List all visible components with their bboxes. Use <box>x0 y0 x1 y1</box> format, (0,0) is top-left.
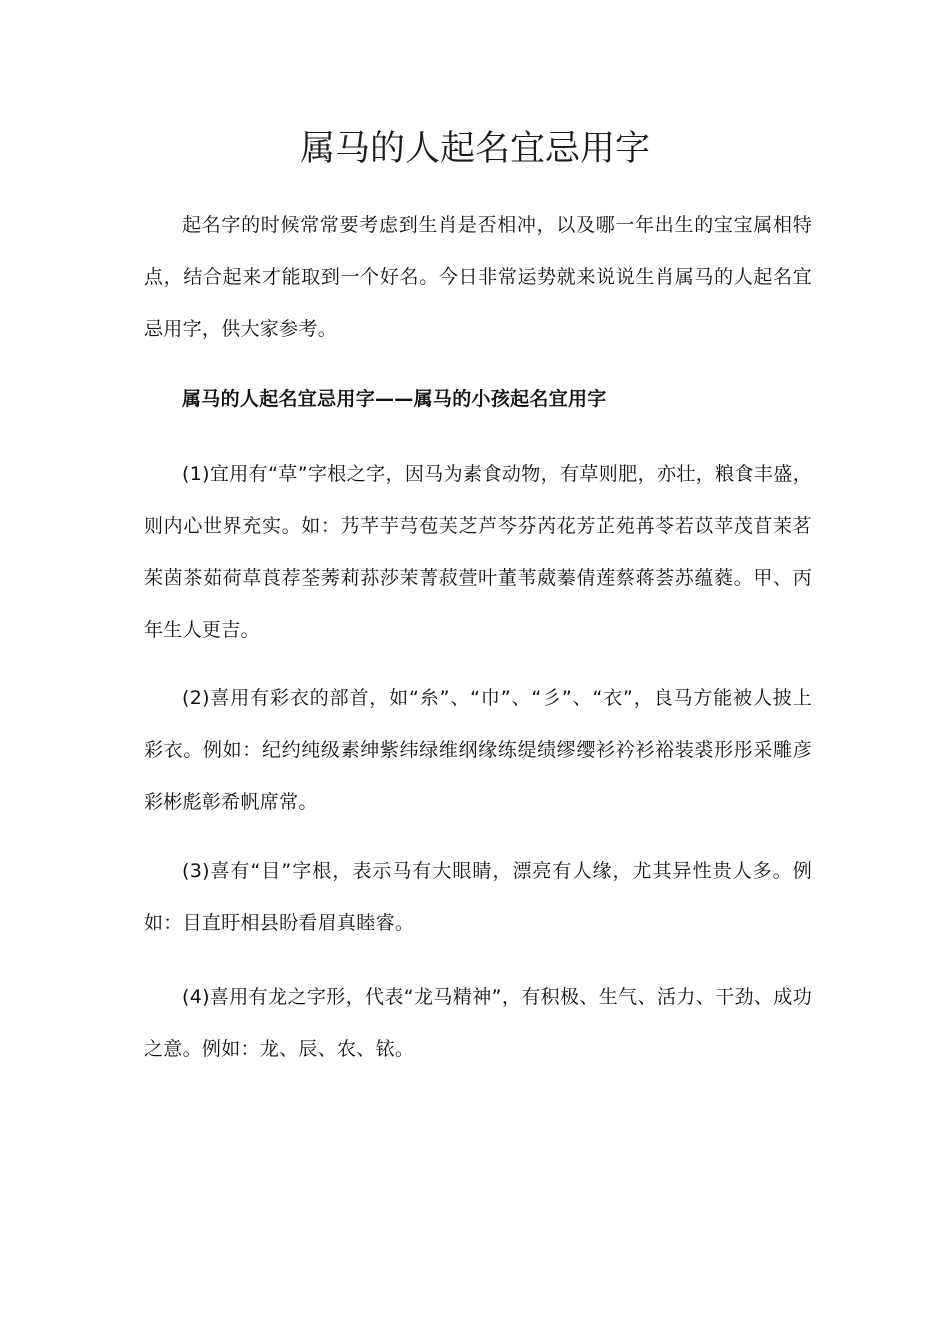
list-item: (4)喜用有龙之字形，代表“龙马精神”，有积极、生气、活力、干劲、成功之意。例如：龙、辰、农、铱。 <box>144 986 812 1060</box>
section-heading: 属马的人起名宜忌用字——属马的小孩起名宜用字 <box>182 388 607 410</box>
intro-paragraph: 起名字的时候常常要考虑到生肖是否相冲，以及哪一年出生的宝宝属相特点，结合起来才能取到一个好名。今日非常运势就来说说生肖属马的人起名宜忌用字，供大家参考。 <box>144 214 812 340</box>
list-item: (2)喜用有彩衣的部首，如“糸”、“巾”、“彡”、“衣”，良马方能被人披上彩衣。例如：纪约纯级素绅紫纬绿维纲缘练缇绩缪缨衫衿衫裕装裘形彤采雕彦彩彬彪彰希帆席常。 <box>144 687 812 813</box>
list-item: (3)喜有“目”字根，表示马有大眼睛，漂亮有人缘，尤其异性贵人多。例如：目直盱相县盼看眉真睦睿。 <box>144 860 812 934</box>
page-title: 属马的人起名宜忌用字 <box>299 129 650 169</box>
list-item: (1)宜用有“草”字根之字，因马为素食动物，有草则肥，亦壮，粮食丰盛，则内心世界充实。如：艿芊芋芎苞芙芝芦芩芬芮花芳芷苑苒苓若苡苹茂苜茉茗茱茵茶茹荷草莨荐荃莠莉荪莎茉菁菽萱叶董苇葳蓁倩莲蔡蒋荟苏蕴蕤。甲、丙年生人更吉。 <box>144 463 812 641</box>
